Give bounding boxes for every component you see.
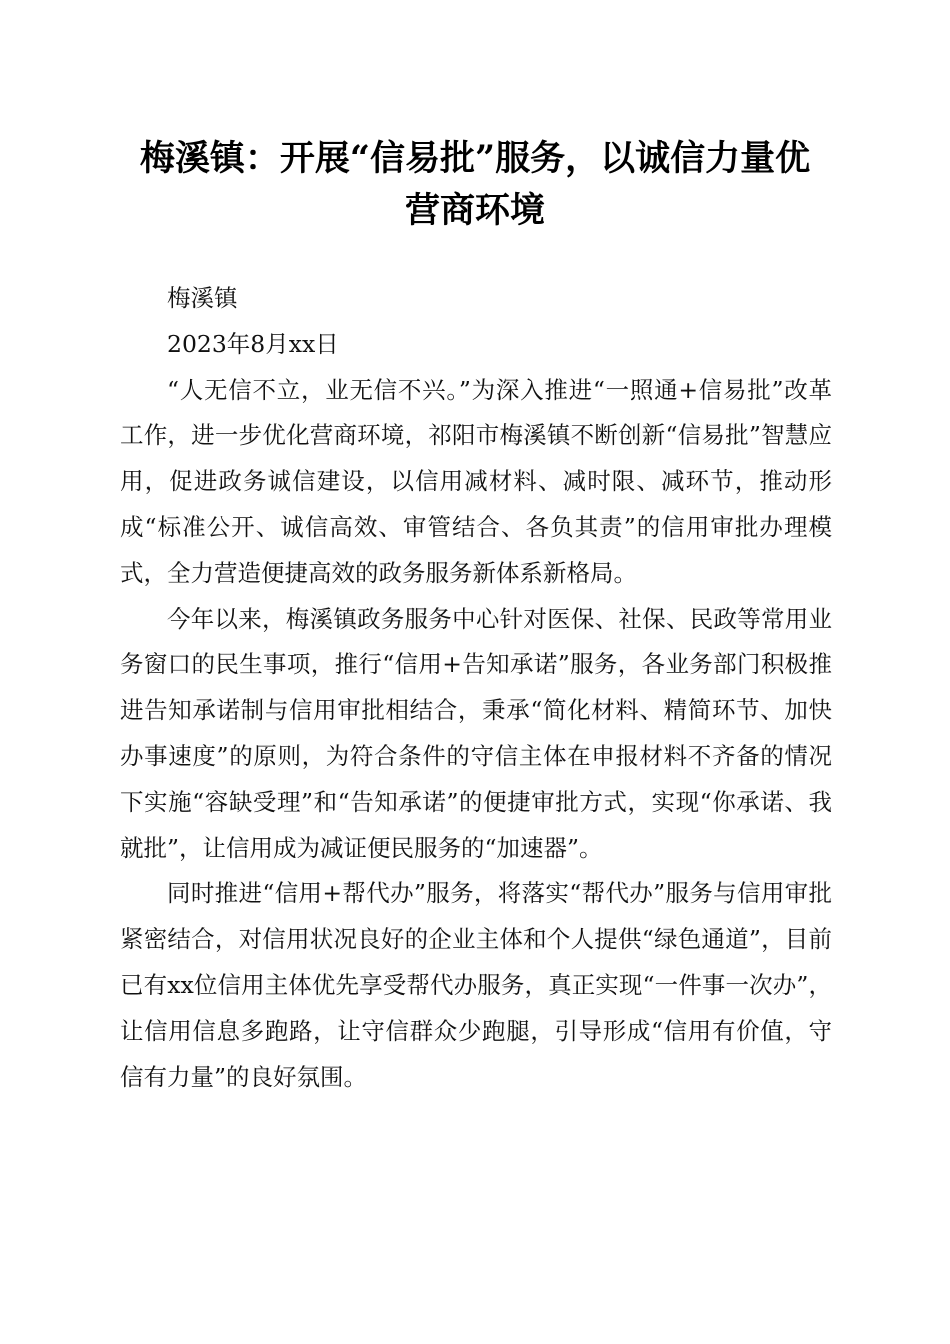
author-line: 梅溪镇	[167, 284, 238, 312]
paragraph-3: 同时推进“信用+帮代办”服务，将落实“帮代办”服务与信用审批紧密结合，对信用状况良好的企业主体和个人提供“绿色通道”，目前已有xx位信用主体优先享受帮代办服务，真正实现“一件事一次办”，让信用信息多跑路，让守信群众少跑腿，引导形成“信用有价值，守信有力量”的良好氛围。	[120, 879, 832, 1091]
article-body	[120, 276, 832, 1100]
title-line-1: 梅溪镇：开展“信易批”服务，以诚信力量优	[139, 138, 811, 179]
title-line-2: 营商环境	[404, 190, 545, 231]
paragraph-1: “人无信不立，业无信不兴。”为深入推进“一照通+信易批”改革工作，进一步优化营商环境，祁阳市梅溪镇不断创新“信易批”智慧应用，促进政务诚信建设，以信用减材料、减时限、减环节，推动形成“标准公开、诚信高效、审管结合、各负其责”的信用审批办理模式，全力营造便捷高效的政务服务新体系新格局。	[120, 375, 832, 587]
page-title	[100, 133, 850, 237]
date-line: 2023年8月xx日	[167, 329, 339, 358]
paragraph-2: 今年以来，梅溪镇政务服务中心针对医保、社保、民政等常用业务窗口的民生事项，推行“信用+告知承诺”服务，各业务部门积极推进告知承诺制与信用审批相结合，秉承“简化材料、精简环节、加快办事速度”的原则，为符合条件的守信主体在申报材料不齐备的情况下实施“容缺受理”和“告知承诺”的便捷审批方式，实现“你承诺、我就批”，让信用成为减证便民服务的“加速器”。	[120, 604, 832, 862]
